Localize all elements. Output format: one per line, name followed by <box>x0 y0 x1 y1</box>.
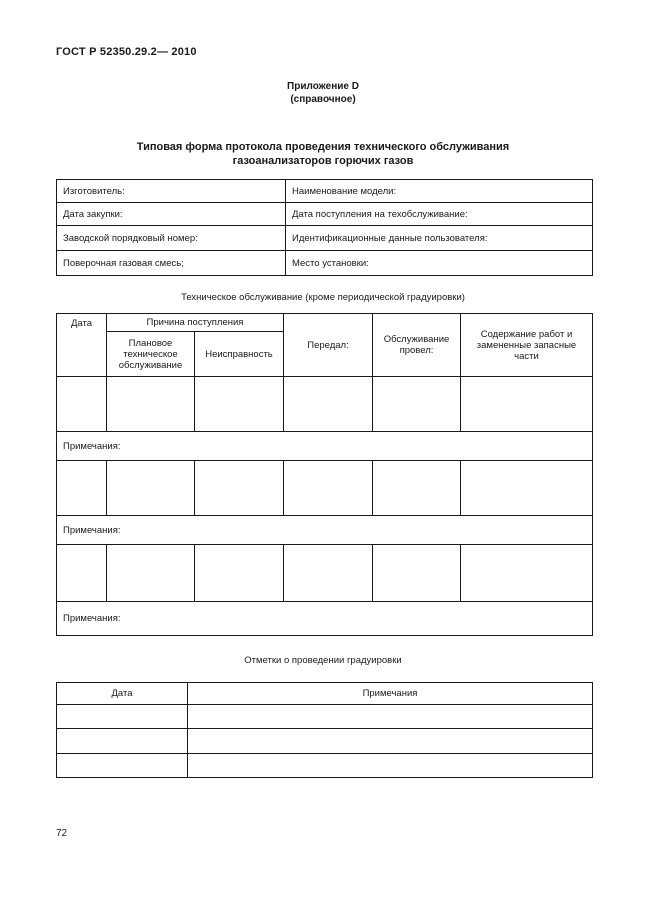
serial-number-field[interactable]: Заводской порядковый номер: <box>57 226 286 251</box>
calib-notes-header: Примечания <box>188 683 593 705</box>
entry-cell[interactable] <box>57 545 107 602</box>
entry-cell[interactable] <box>461 461 593 516</box>
info-row <box>57 251 593 276</box>
col-serviced-header: Обслуживание провел: <box>373 314 461 377</box>
notes-cell[interactable]: Примечания: <box>57 516 593 545</box>
entry-cell[interactable] <box>195 461 284 516</box>
entry-cell[interactable] <box>461 377 593 432</box>
entry-cell[interactable] <box>373 377 461 432</box>
entry-row <box>57 545 593 602</box>
entry-cell[interactable] <box>373 461 461 516</box>
purchase-date-field[interactable]: Дата закупки: <box>57 203 286 226</box>
notes-cell[interactable]: Примечания: <box>57 432 593 461</box>
calib-date-header: Дата <box>57 683 188 705</box>
entry-cell[interactable] <box>57 729 188 754</box>
model-name-field[interactable]: Наименование модели: <box>286 180 593 203</box>
notes-row <box>57 432 593 461</box>
entry-cell[interactable] <box>188 729 593 754</box>
info-table <box>56 179 593 276</box>
page-number: 72 <box>56 828 68 839</box>
info-row <box>57 226 593 251</box>
entry-cell[interactable] <box>57 705 188 729</box>
maintenance-caption: Техническое обслуживание (кроме периодической градуировки) <box>181 292 465 303</box>
entry-cell[interactable] <box>57 754 188 778</box>
entry-cell[interactable] <box>284 377 373 432</box>
calibration-table <box>56 682 593 778</box>
user-id-field[interactable]: Идентификационные данные пользователя: <box>286 226 593 251</box>
col-handed-header: Передал: <box>284 314 373 377</box>
service-receipt-date-field[interactable]: Дата поступления на техобслуживание: <box>286 203 593 226</box>
header-row <box>57 314 593 332</box>
document-header: ГОСТ Р 52350.29.2— 2010 <box>56 46 197 58</box>
entry-cell[interactable] <box>284 545 373 602</box>
appendix-title: Приложение D <box>287 81 359 92</box>
manufacturer-field[interactable]: Изготовитель: <box>57 180 286 203</box>
col-reason-header: Причина поступления <box>107 314 284 332</box>
installation-place-field[interactable]: Место установки: <box>286 251 593 276</box>
calibration-row <box>57 754 593 778</box>
entry-cell[interactable] <box>107 461 195 516</box>
form-title-line-2: газоанализаторов горючих газов <box>232 155 414 167</box>
col-fault-header: Неисправность <box>195 332 284 377</box>
entry-cell[interactable] <box>57 377 107 432</box>
calibration-row <box>57 729 593 754</box>
appendix-heading <box>0 80 646 106</box>
entry-cell[interactable] <box>188 754 593 778</box>
calibration-gas-field[interactable]: Поверочная газовая смесь; <box>57 251 286 276</box>
entry-cell[interactable] <box>284 461 373 516</box>
calibration-row <box>57 705 593 729</box>
entry-cell[interactable] <box>461 545 593 602</box>
notes-cell[interactable]: Примечания: <box>57 602 593 636</box>
entry-cell[interactable] <box>107 377 195 432</box>
entry-row <box>57 377 593 432</box>
maintenance-table <box>56 313 593 636</box>
form-title-line-1: Типовая форма протокола проведения технического обслуживания <box>136 141 510 153</box>
header-row <box>57 683 593 705</box>
appendix-subtitle: (справочное) <box>290 94 356 105</box>
entry-cell[interactable] <box>373 545 461 602</box>
col-date-header: Дата <box>57 314 107 377</box>
info-row <box>57 180 593 203</box>
entry-row <box>57 461 593 516</box>
entry-cell[interactable] <box>188 705 593 729</box>
col-planned-header: Плановое техническое обслуживание <box>107 332 195 377</box>
info-row <box>57 203 593 226</box>
calibration-caption: Отметки о проведении градуировки <box>244 655 402 666</box>
entry-cell[interactable] <box>195 377 284 432</box>
col-content-header: Содержание работ и замененные запасные части <box>461 314 593 377</box>
notes-row <box>57 516 593 545</box>
entry-cell[interactable] <box>57 461 107 516</box>
form-title <box>0 140 646 168</box>
entry-cell[interactable] <box>195 545 284 602</box>
entry-cell[interactable] <box>107 545 195 602</box>
notes-row <box>57 602 593 636</box>
